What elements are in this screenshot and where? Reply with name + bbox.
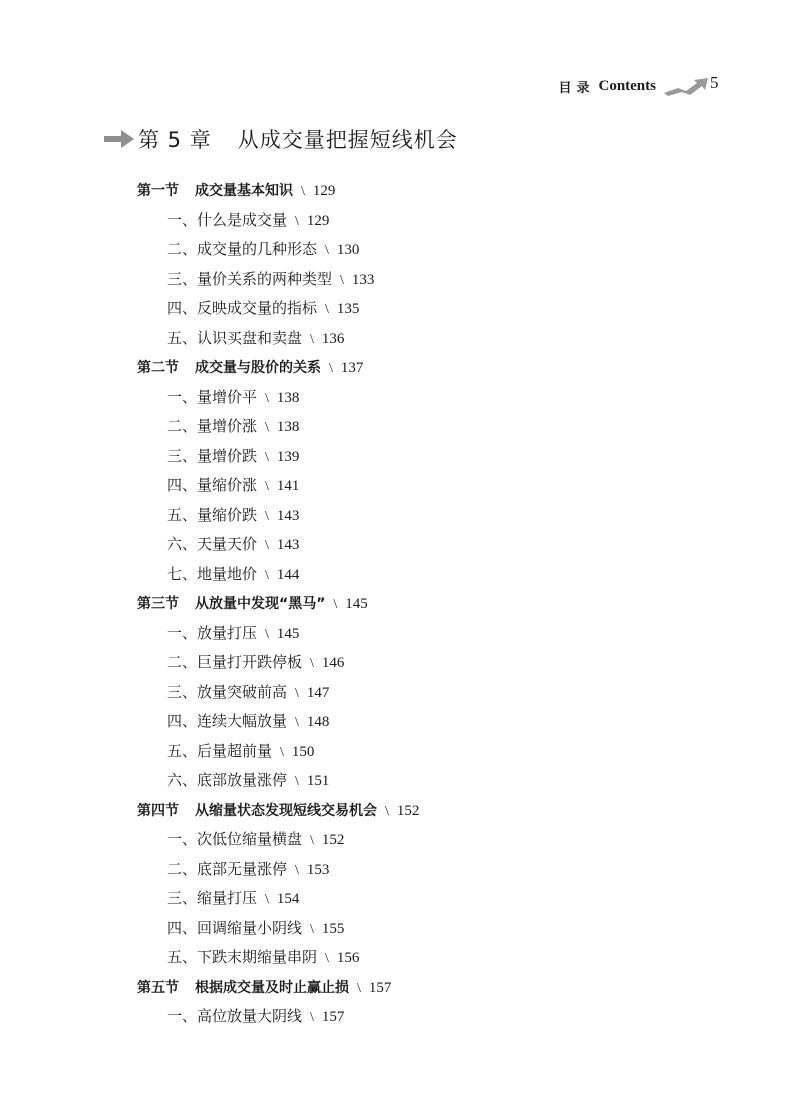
item-title: 六、底部放量涨停 <box>167 771 288 789</box>
toc-item-entry[interactable] <box>0 471 800 501</box>
toc-item-entry[interactable] <box>0 530 800 560</box>
page-separator: \ <box>357 980 361 996</box>
section-number: 第二节 <box>137 360 179 376</box>
toc-item-entry[interactable] <box>0 707 800 737</box>
page-ref: 129 <box>312 183 336 199</box>
page-separator: \ <box>295 862 299 878</box>
toc-section-entry[interactable] <box>0 589 800 619</box>
page-ref: 156 <box>336 950 360 966</box>
page-ref: 138 <box>276 419 300 435</box>
page-ref: 144 <box>276 566 300 583</box>
page-ref: 148 <box>306 714 330 730</box>
page-ref: 155 <box>321 920 345 937</box>
page-ref: 136 <box>321 330 345 347</box>
page-ref: 130 <box>336 242 360 258</box>
toc-item-entry[interactable] <box>0 884 800 914</box>
page-separator: \ <box>295 685 299 701</box>
section-number: 第一节 <box>137 183 179 199</box>
toc-item-entry[interactable] <box>0 648 800 678</box>
page-separator: \ <box>301 184 305 199</box>
toc-item-entry[interactable] <box>0 383 800 413</box>
page-ref: 157 <box>368 979 392 996</box>
page-separator: \ <box>310 921 314 937</box>
toc-item-entry[interactable] <box>0 619 800 649</box>
item-title: 一、什么是成交量 <box>167 210 288 229</box>
toc-item-entry[interactable] <box>0 206 800 236</box>
item-title: 五、后量超前量 <box>167 741 273 760</box>
item-title: 六、天量天价 <box>167 535 258 553</box>
item-title: 五、认识买盘和卖盘 <box>167 328 303 347</box>
toc-item-entry[interactable] <box>0 855 800 885</box>
item-title: 三、放量突破前高 <box>167 682 288 701</box>
item-title: 五、量缩价跌 <box>167 505 258 524</box>
chapter-label: 第 5 章 <box>138 128 212 152</box>
page-ref: 138 <box>276 389 300 406</box>
page-ref: 139 <box>276 448 300 465</box>
page-separator: \ <box>265 420 269 435</box>
toc-item-entry[interactable] <box>0 294 800 324</box>
page-separator: \ <box>265 626 269 642</box>
page-separator: \ <box>265 538 269 553</box>
item-title: 三、量价关系的两种类型 <box>167 269 333 288</box>
toc-section-entry[interactable] <box>0 973 800 1003</box>
page-ref: 141 <box>276 478 300 494</box>
page-ref: 143 <box>276 507 300 524</box>
page-separator: \ <box>340 272 344 288</box>
item-title: 四、连续大幅放量 <box>167 712 288 730</box>
item-title: 五、下跌末期缩量串阴 <box>167 948 318 966</box>
toc-item-entry[interactable] <box>0 737 800 767</box>
toc-section-entry[interactable] <box>0 176 800 206</box>
page-separator: \ <box>265 390 269 406</box>
item-title: 二、量增价涨 <box>167 417 258 435</box>
page-separator: \ <box>310 1010 314 1025</box>
page-ref: 153 <box>306 861 330 878</box>
page-ref: 157 <box>321 1009 345 1025</box>
page-ref: 133 <box>351 271 375 288</box>
page-ref: 137 <box>340 360 364 376</box>
page-ref: 154 <box>276 891 300 907</box>
page-ref: 145 <box>276 625 300 642</box>
section-title: 从缩量状态发现短线交易机会 <box>195 802 377 819</box>
section-number: 第三节 <box>137 596 179 612</box>
page-ref: 143 <box>276 537 300 553</box>
page-ref: 145 <box>345 596 368 612</box>
section-title: 根据成交量及时止赢止损 <box>195 979 349 996</box>
item-title: 一、量增价平 <box>167 387 258 406</box>
page-separator: \ <box>325 951 329 966</box>
page-number-text: 5 <box>710 73 719 92</box>
chapter-heading <box>104 122 458 156</box>
item-title: 二、成交量的几种形态 <box>167 240 318 258</box>
toc-item-entry[interactable] <box>0 825 800 855</box>
page-separator: \ <box>265 449 269 465</box>
toc-item-entry[interactable] <box>0 412 800 442</box>
page-ref: 135 <box>336 301 360 317</box>
toc-section-entry[interactable] <box>0 796 800 826</box>
toc-item-entry[interactable] <box>0 442 800 472</box>
toc-item-entry[interactable] <box>0 324 800 354</box>
page-separator: \ <box>265 508 269 524</box>
page-separator: \ <box>265 567 269 583</box>
toc-item-entry[interactable] <box>0 1002 800 1032</box>
page-separator: \ <box>325 243 329 258</box>
page-ref: 146 <box>321 655 345 671</box>
header-label-cn: 目录 <box>558 80 595 96</box>
chapter-title: 从成交量把握短线机会 <box>237 128 458 152</box>
item-title: 三、量增价跌 <box>167 446 258 465</box>
page-separator: \ <box>333 597 338 612</box>
page-separator: \ <box>295 213 299 229</box>
toc-item-entry[interactable] <box>0 501 800 531</box>
toc-item-entry[interactable] <box>0 766 800 796</box>
page-separator: \ <box>280 744 284 760</box>
page-separator: \ <box>295 774 299 789</box>
item-title: 一、放量打压 <box>167 623 258 642</box>
page-ref: 152 <box>321 832 345 848</box>
page-separator: \ <box>310 833 314 848</box>
item-title: 一、高位放量大阴线 <box>167 1007 303 1025</box>
page-separator: \ <box>295 715 299 730</box>
page-ref: 151 <box>306 773 330 789</box>
page-separator: \ <box>310 331 314 347</box>
header-label-en: Contents <box>598 77 656 94</box>
section-title: 成交量基本知识 <box>195 183 293 199</box>
item-title: 一、次低位缩量横盘 <box>167 830 303 848</box>
item-title: 二、底部无量涨停 <box>167 859 288 878</box>
page-separator: \ <box>265 479 269 494</box>
page-ref: 129 <box>306 212 330 229</box>
item-title: 二、巨量打开跌停板 <box>167 653 303 671</box>
item-title: 三、缩量打压 <box>167 889 258 907</box>
section-number: 第四节 <box>137 802 179 819</box>
chapter-arrow-icon <box>104 129 134 149</box>
table-of-contents <box>0 176 800 1032</box>
section-title: 成交量与股价的关系 <box>195 360 321 376</box>
section-title: 从放量中发现“黑马” <box>195 596 326 612</box>
toc-section-entry[interactable] <box>0 353 800 383</box>
page-separator: \ <box>385 803 389 819</box>
running-header <box>558 74 714 98</box>
item-title: 七、地量地价 <box>167 564 258 583</box>
rising-arrow-icon <box>664 75 714 97</box>
page-separator: \ <box>265 892 269 907</box>
item-title: 四、量缩价涨 <box>167 476 258 494</box>
page-ref: 150 <box>291 743 315 760</box>
page-separator: \ <box>310 656 314 671</box>
toc-item-entry[interactable] <box>0 235 800 265</box>
toc-item-entry[interactable] <box>0 560 800 590</box>
toc-item-entry[interactable] <box>0 265 800 295</box>
page-separator: \ <box>329 361 333 376</box>
toc-item-entry[interactable] <box>0 943 800 973</box>
page-ref: 152 <box>396 802 420 819</box>
section-number: 第五节 <box>137 979 179 996</box>
item-title: 四、回调缩量小阴线 <box>167 918 303 937</box>
toc-item-entry[interactable] <box>0 914 800 944</box>
page-ref: 147 <box>306 684 330 701</box>
toc-item-entry[interactable] <box>0 678 800 708</box>
item-title: 四、反映成交量的指标 <box>167 299 318 317</box>
page-separator: \ <box>325 302 329 317</box>
